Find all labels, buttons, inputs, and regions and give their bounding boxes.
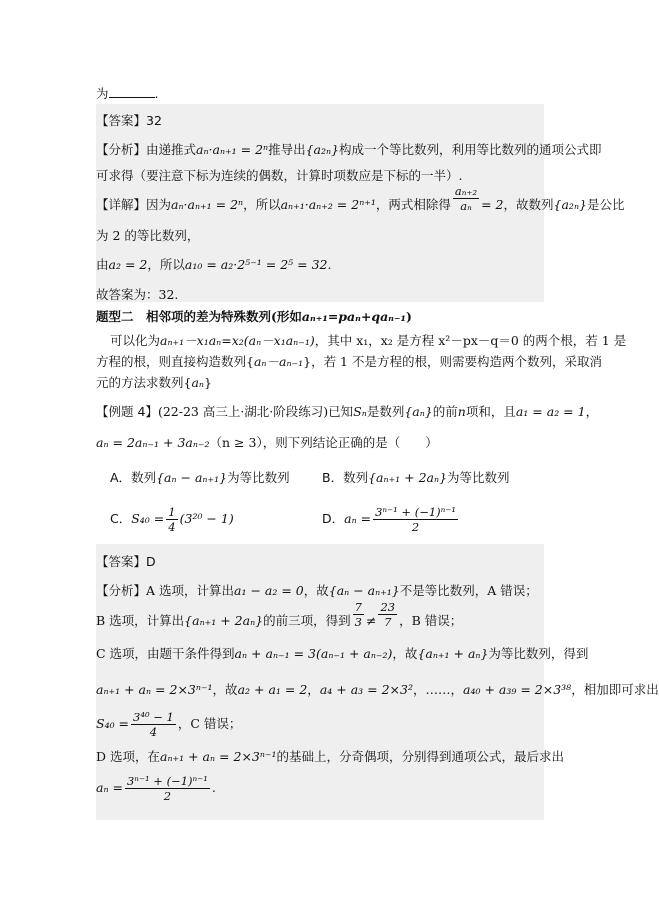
option-text: 数列 xyxy=(343,470,369,485)
analysis2-line-2 xyxy=(96,600,463,629)
method-text: ，其中 x₁，x₂ 是方程 x²－px－q＝0 的两个根，若 1 是 xyxy=(314,333,627,348)
analysis-label: 【分析】 xyxy=(96,583,147,598)
fraction-numerator: 7 xyxy=(354,600,362,614)
analysis-text: ，故 xyxy=(212,682,238,697)
fraction xyxy=(353,600,364,629)
formula: {aₙ₊₁ + aₙ} xyxy=(417,646,489,661)
analysis-text: 的前三项，得到 xyxy=(263,613,351,628)
analysis-text: ，C 错误； xyxy=(177,716,242,731)
method-text: } xyxy=(204,375,212,390)
analysis-text: C 选项，由题干条件得到 xyxy=(96,646,235,661)
heading-formula: aₙ₊₁=paₙ+qaₙ₋₁ xyxy=(301,309,406,324)
fraction xyxy=(125,774,210,803)
option-d-label: D． xyxy=(322,511,345,526)
option-b[interactable] xyxy=(322,468,510,486)
example-source: (22-23 高三上·湖北·阶段练习) xyxy=(157,404,329,419)
analysis-text: B 选项，计算出 xyxy=(96,613,185,628)
fraction xyxy=(453,184,479,213)
fraction-numerator: 3ⁿ⁻¹ + (−1)ⁿ⁻¹ xyxy=(375,505,456,519)
method-text: 元的方法求数列{ xyxy=(96,375,192,390)
detail-line-3 xyxy=(96,255,331,273)
option-c-label: C． xyxy=(110,511,132,526)
option-text: 为等比数列 xyxy=(447,470,510,485)
section-heading xyxy=(96,307,412,325)
option-b-label: B． xyxy=(322,470,344,485)
analysis-text: . xyxy=(211,780,216,795)
detail-text: ，两式相除得 xyxy=(375,197,451,212)
method-line-1 xyxy=(110,331,626,349)
formula: {aₙ} xyxy=(404,404,433,419)
analysis-text: 由递推式 xyxy=(146,142,197,157)
fraction-denominator: 4 xyxy=(149,725,158,739)
fraction-numerator: 1 xyxy=(168,505,176,519)
method-text: }，若 1 不是方程的根，则需要构造两个数列，采取消 xyxy=(303,354,602,369)
formula: Sₙ xyxy=(353,404,367,419)
analysis2-line-5 xyxy=(96,710,241,739)
detail-text: 是公比 xyxy=(586,197,625,212)
answer-line-2: 【答案】D xyxy=(96,554,156,569)
fraction xyxy=(166,505,177,534)
analysis-text: 构成一个等比数列，利用等比数列的通项公式即 xyxy=(339,142,602,157)
formula: aₙ = 2aₙ₋₁ + 3aₙ₋₂ xyxy=(96,435,210,450)
fraction-denominator: 7 xyxy=(384,615,392,629)
formula: aₙ₊₁·aₙ₊₂ = 2ⁿ⁺¹ xyxy=(280,197,376,212)
fraction xyxy=(131,710,176,739)
example-text: 项和，且 xyxy=(465,404,516,419)
heading-close: ) xyxy=(405,309,412,324)
analysis-text: ，相加即可求出 xyxy=(571,682,659,697)
formula: aₙ₊₁ + aₙ = 2×3ⁿ⁻¹ xyxy=(160,749,277,764)
analysis2-line-1 xyxy=(96,581,538,599)
question-tail-text: 为 xyxy=(96,86,109,101)
formula: aₙ－aₙ₋₁ xyxy=(253,354,304,369)
formula: aₙ = xyxy=(96,780,123,795)
formula: {aₙ − aₙ₊₁} xyxy=(328,583,400,598)
fraction-denominator: 4 xyxy=(168,520,176,534)
formula: {a₂ₙ} xyxy=(553,197,587,212)
method-text: 可以化为 xyxy=(110,333,161,348)
option-a[interactable] xyxy=(110,468,290,486)
formula: a₄ + a₃ = 2×3² xyxy=(319,682,413,697)
example-text: 的前 xyxy=(432,404,458,419)
formula: a₁₀ = a₂·2⁵⁻¹ = 2⁵ = 32 xyxy=(184,257,328,272)
formula: aₙ₊₁－x₁aₙ=x₂(aₙ－x₁aₙ₋₁) xyxy=(160,333,315,348)
analysis-line-2: 可求得（要注意下标为连续的偶数，计算时项数应是下标的一半）. xyxy=(96,168,463,183)
formula: aₙ·aₙ₊₁ = 2ⁿ xyxy=(171,197,244,212)
analysis-text: ，故 xyxy=(303,583,329,598)
formula: S₄₀ = xyxy=(96,716,130,731)
example-line-1 xyxy=(96,402,598,420)
analysis-text: ，故 xyxy=(392,646,418,661)
formula: a₂ + a₁ = 2 xyxy=(237,682,308,697)
answer-line-1: 【答案】32 xyxy=(96,113,162,128)
example-label: 【例题 4】 xyxy=(96,404,158,419)
analysis-text: 不是等比数列，A 错误； xyxy=(399,583,538,598)
analysis-label: 【分析】 xyxy=(96,142,147,157)
method-text: 方程的根，则直接构造数列{ xyxy=(96,354,254,369)
fraction xyxy=(373,505,458,534)
detail-text: ，所以 xyxy=(243,197,281,212)
fraction-numerator: 23 xyxy=(380,600,396,614)
fraction-denominator: aₙ xyxy=(460,199,472,213)
example-text: ， xyxy=(585,404,599,419)
analysis-text: D 选项，在 xyxy=(96,749,160,764)
formula: a₄₀ + a₃₉ = 2×3³⁸ xyxy=(463,682,572,697)
formula: ≠ xyxy=(365,613,377,628)
fraction-numerator: 3⁴⁰ − 1 xyxy=(133,710,174,724)
analysis2-line-6 xyxy=(96,747,564,765)
analysis-text: 推导出 xyxy=(268,142,306,157)
analysis-text: ， xyxy=(307,682,320,697)
analysis-text: 的基础上，分奇偶项，分别得到通项公式，最后求出 xyxy=(276,749,565,764)
detail-text: 由 xyxy=(96,257,109,272)
method-line-2 xyxy=(96,352,602,370)
formula: aₙ·aₙ₊₁ = 2ⁿ xyxy=(196,142,269,157)
example-line-2 xyxy=(96,433,438,451)
fraction-numerator: 3ⁿ⁻¹ + (−1)ⁿ⁻¹ xyxy=(126,774,208,788)
example-text: 已知 xyxy=(328,404,354,419)
example-text: （n ≥ 3），则下列结论正确的是（ ） xyxy=(209,435,438,450)
option-a-label: A． xyxy=(110,470,132,485)
detail-label: 【详解】 xyxy=(96,197,147,212)
question-tail xyxy=(96,84,159,102)
formula: {aₙ₊₁ + 2aₙ} xyxy=(184,613,264,628)
fraction-denominator: 2 xyxy=(163,789,172,803)
detail-text: ，故数列 xyxy=(503,197,554,212)
question-tail-period: . xyxy=(154,86,159,101)
fraction-denominator: 2 xyxy=(411,520,420,534)
formula: aₙ = xyxy=(344,511,372,526)
fraction-numerator: aₙ₊₂ xyxy=(454,184,478,198)
analysis-text: ，……， xyxy=(412,682,463,697)
analysis-text: 为等比数列，得到 xyxy=(488,646,589,661)
fraction-denominator: 3 xyxy=(354,615,362,629)
formula: {a₂ₙ} xyxy=(305,142,340,157)
formula: S₄₀ = xyxy=(131,511,165,526)
answer-blank xyxy=(109,87,155,98)
analysis-line-1 xyxy=(96,140,602,158)
formula: a₂ = 2 xyxy=(108,257,148,272)
method-line-3 xyxy=(96,373,212,391)
formula: aₙ₊₁ + aₙ = 2×3ⁿ⁻¹ xyxy=(96,682,213,697)
detail-text: 因为 xyxy=(146,197,172,212)
option-d[interactable] xyxy=(322,505,460,534)
detail-text: ，所以 xyxy=(147,257,185,272)
detail-line-1 xyxy=(96,184,625,213)
detail-text: . xyxy=(327,257,332,272)
option-text: 为等比数列 xyxy=(227,470,290,485)
analysis2-line-4 xyxy=(96,680,659,698)
formula: {aₙ₊₁ + 2aₙ} xyxy=(368,470,448,485)
formula: aₙ + aₙ₋₁ = 3(aₙ₋₁ + aₙ₋₂) xyxy=(234,646,393,661)
formula: a₁ = a₂ = 1 xyxy=(515,404,586,419)
formula: (3²⁰ − 1) xyxy=(179,511,234,526)
example-text: 是数列 xyxy=(366,404,405,419)
fraction xyxy=(378,600,397,629)
option-text: 数列 xyxy=(131,470,157,485)
formula: = 2 xyxy=(481,197,504,212)
formula: a₁ − a₂ = 0 xyxy=(234,583,304,598)
formula: n xyxy=(457,404,466,419)
conclusion-line: 故答案为：32. xyxy=(96,287,179,302)
analysis2-line-7 xyxy=(96,774,216,803)
formula: {aₙ − aₙ₊₁} xyxy=(156,470,228,485)
analysis-text: A 选项，计算出 xyxy=(146,583,235,598)
heading-text: 题型二 相邻项的差为特殊数列(形如 xyxy=(96,309,302,324)
option-c[interactable] xyxy=(110,505,234,534)
analysis-text: ，B 错误； xyxy=(399,613,463,628)
analysis2-line-3 xyxy=(96,644,588,662)
detail-line-2: 为 2 的等比数列， xyxy=(96,228,200,243)
formula: aₙ xyxy=(191,375,204,390)
